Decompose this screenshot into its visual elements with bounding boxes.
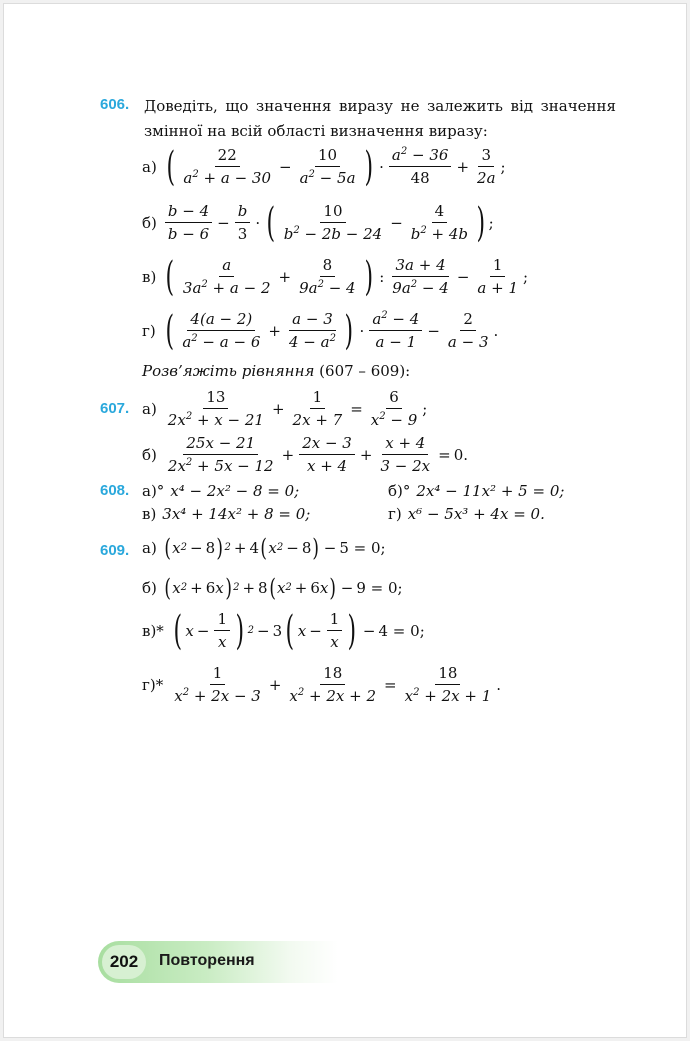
textbook-page: [3, 3, 687, 1038]
task-608-b: б)° 2x⁴ − 11x² + 5 = 0;: [388, 482, 565, 500]
task-606-c: в) ( $\frac{a}{3a^2 + a - 2}$ + $\frac{8}{9a^2 - 4}$ ) : $\frac{3a + 4}{9a^2 - 4}$ − $\frac{1}{a + 1}$ ;: [142, 253, 529, 300]
instruction: Розв’яжіть рівняння (607 – 609):: [142, 362, 411, 380]
task-608-d: г) x⁶ − 5x³ + 4x = 0.: [388, 505, 545, 523]
task-608-c: в) 3x⁴ + 14x² + 8 = 0;: [142, 505, 311, 523]
task-608-number: 608.: [100, 482, 130, 499]
task-607-a: а) $\frac{13}{2x^2 + x - 21}$ + $\frac{1}{2x + 7}$ = $\frac{6}{x^2 - 9}$ ;: [142, 388, 428, 429]
page-number: 202: [102, 945, 146, 979]
section-title: Повторення: [159, 952, 255, 969]
task-606-d: г) ( $\frac{4(a - 2)}{a^2 - a - 6}$ + $\frac{a - 3}{4 - a^2}$ ) · $\frac{a^2 - 4}{a - 1}$ − $\frac{2}{a - 3}$ .: [142, 307, 499, 354]
task-606-a: а) ( $\frac{22}{a^2 + a - 30}$ − $\frac{10}{a^2 - 5a}$ ) · $\frac{a^2 - 36}{48}$ + $\frac{3}{2a}$ ;: [142, 143, 506, 190]
task-607-number: 607.: [100, 400, 130, 417]
task-606-text: Доведіть, що значення виразу не залежить від значення змінної на всій області визначення виразу:: [144, 97, 616, 140]
task-609-a: а) ( x 2 − 8 ) 2 + 4 ( x 2 − 8 ) − 5 = 0;: [142, 534, 386, 562]
task-607-b: б) $\frac{25x - 21}{2x^2 + 5x - 12}$ + $\frac{2x - 3}{x + 4}$ + $\frac{x + 4}{3 - 2x}$ = 0.: [142, 434, 468, 475]
task-608-a: а)° x⁴ − 2x² − 8 = 0;: [142, 482, 300, 500]
task-606-number: 606.: [100, 96, 130, 113]
task-609-number: 609.: [100, 542, 130, 559]
task-609-d: г)* $\frac{1}{x^2 + 2x - 3}$ + $\frac{18}{x^2 + 2x + 2}$ = $\frac{18}{x^2 + 2x + 1}$ .: [142, 664, 502, 705]
task-609-b: б) ( x 2 + 6 x ) 2 + 8 ( x 2 + 6 x ) − 9 = 0;: [142, 574, 403, 602]
task-609-c: в)* ( x − $\frac{1}{x}$ ) 2 − 3 ( x − $\frac{1}{x}$ ) − 4 = 0;: [142, 607, 425, 654]
task-606-b: б) $\frac{b - 4}{b - 6}$ − $\frac{b}{3}$ · ( $\frac{10}{b^2 - 2b - 24}$ − $\frac{4}{b^2 + 4b}$ ) ;: [142, 199, 494, 246]
